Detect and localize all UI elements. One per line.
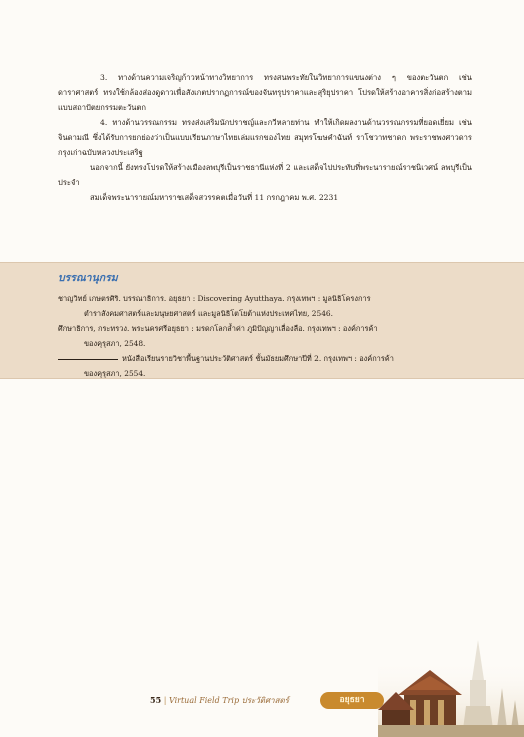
body-text — [58, 70, 472, 205]
bibliography-section — [0, 262, 524, 379]
paragraph-lopburi: นอกจากนี้ ยังทรงโปรดให้สร้างเมืองลพบุรีเป็นราชธานีแห่งที่ 2 และเสด็จไปประทับที่พระนารายณ์ราชนิเวศน์ ลพบุรีเป็นประจำ — [58, 163, 472, 187]
bibliography-entry — [58, 321, 472, 351]
bibliography-list — [58, 291, 472, 381]
footer-text — [150, 694, 289, 707]
bibliography-title: บรรณานุกรม — [58, 272, 118, 284]
bibliography-entry — [58, 291, 472, 321]
entry-line: ชาญวิทย์ เกษตรศิริ. บรรณาธิการ. อยุธยา : Discovering Ayutthaya. กรุงเทพฯ : มูลนิธิโครงการ — [58, 294, 371, 303]
page-number: 55 — [150, 695, 162, 705]
temple-illustration — [378, 640, 524, 737]
page-footer — [0, 640, 524, 737]
series-title: Virtual Field Trip ประวัติศาสตร์ — [168, 696, 289, 705]
entry-line: หนังสือเรียนรายวิชาพื้นฐานประวัติศาสตร์ ชั้นมัธยมศึกษาปีที่ 2. กรุงเทพฯ : องค์การค้า — [122, 354, 394, 363]
entry-line: ตำราสังคมศาสตร์และมนุษยศาสตร์ และมูลนิธิโตโยต้าแห่งประเทศไทย, 2546. — [84, 309, 333, 318]
footer-separator: | — [163, 696, 167, 705]
bibliography-entry — [58, 351, 472, 381]
entry-line: ของคุรุสภา, 2554. — [84, 369, 146, 378]
paragraph-science: 3. ทางด้านความเจริญก้าวหน้าทางวิทยาการ ทรงสนพระทัยในวิทยาการแขนงต่าง ๆ ของตะวันตก เช่น ดาราศาสตร์ ทรงใช้กล้องส่องดูดาวเพื่อสังเกตปรากฏการณ์ของจันทรุปราคาและสุริยุปราคา โปรดให้สร้างอาคารสิ่งก่อสร้างตามแบบสถาปัตยกรรมตะวันตก — [58, 73, 472, 112]
author-repeat-dash — [58, 359, 118, 360]
paragraph-death: สมเด็จพระนารายณ์มหาราชเสด็จสวรรคตเมื่อวันที่ 11 กรกฎาคม พ.ศ. 2231 — [90, 193, 339, 202]
paragraph-literature: 4. ทางด้านวรรณกรรม ทรงส่งเสริมนักปราชญ์และกวีหลายท่าน ทำให้เกิดผลงานด้านวรรณกรรมที่ยอดเยี่ยม เช่น จินดามณี ซึ่งได้รับการยกย่องว่าเป็นแบบเรียนภาษาไทยเล่มแรกของไทย สมุทรโฆษคำฉันท์ ราโชวาทชาดก พระราชพงศาวดารกรุงเก่าฉบับหลวงประเสริฐ — [58, 118, 472, 157]
entry-line: ศึกษาธิการ, กระทรวง. พระนครศรีอยุธยา : มรดกโลกล้ำค่า ภูมิปัญญาเลื่องลือ. กรุงเทพฯ : องค์การค้า — [58, 324, 378, 333]
entry-line: ของคุรุสภา, 2548. — [84, 339, 146, 348]
chapter-badge: อยุธยา — [320, 692, 384, 709]
